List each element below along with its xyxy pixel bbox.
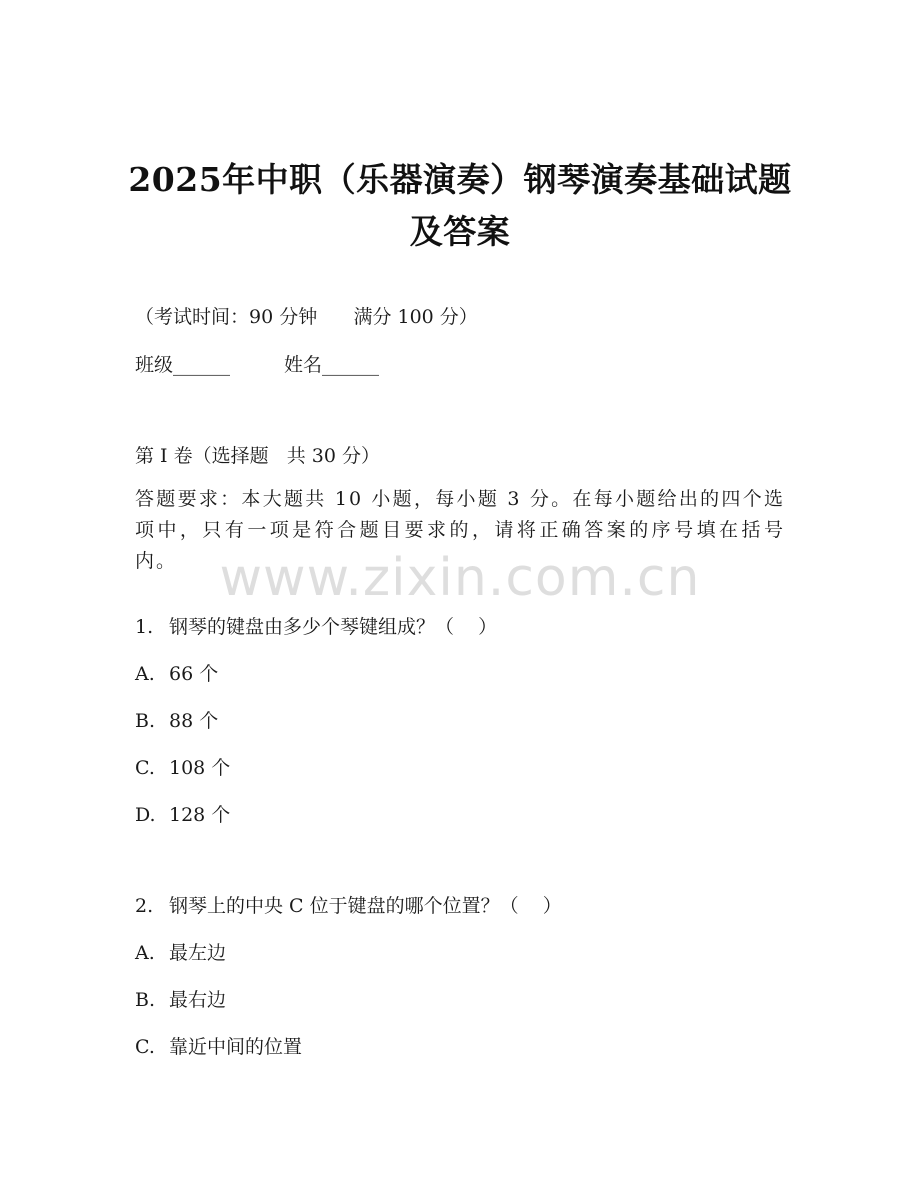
- option-letter: C.: [135, 757, 155, 779]
- question-1-option-d: [135, 800, 230, 827]
- question-2-option-a: [135, 938, 226, 965]
- question-2-option-c: [135, 1032, 302, 1059]
- document-title-line-1: 2025年中职（乐器演奏）钢琴演奏基础试题: [128, 160, 792, 199]
- question-1-option-c: [135, 753, 230, 780]
- option-letter: A.: [135, 942, 155, 964]
- question-1-option-a: [135, 659, 218, 686]
- watermark: www.zixin.com.cn: [219, 548, 701, 608]
- question-1: [135, 612, 497, 639]
- option-letter: C.: [135, 1036, 155, 1058]
- option-text: 128 个: [169, 804, 231, 826]
- question-1-option-b: [135, 706, 218, 733]
- class-field-label: 班级______: [135, 354, 231, 376]
- exam-info: （考试时间：90 分钟 满分 100 分）: [135, 306, 478, 328]
- option-text: 最右边: [169, 989, 227, 1011]
- option-text: 108 个: [169, 757, 231, 779]
- option-letter: A.: [135, 663, 155, 685]
- option-letter: D.: [135, 804, 156, 826]
- option-text: 最左边: [169, 942, 227, 964]
- student-info-row: [135, 350, 379, 377]
- question-number: 1.: [135, 616, 154, 638]
- option-letter: B.: [135, 710, 156, 732]
- question-text: 钢琴上的中央 C 位于键盘的哪个位置？（ ）: [169, 895, 562, 917]
- question-2: [135, 891, 562, 918]
- option-text: 88 个: [169, 710, 219, 732]
- section-title: 第 I 卷（选择题 共 30 分）: [135, 445, 380, 467]
- question-text: 钢琴的键盘由多少个琴键组成？（ ）: [169, 616, 498, 638]
- option-text: 66 个: [169, 663, 219, 685]
- question-number: 2.: [135, 895, 154, 917]
- instructions: 答题要求：本大题共 10 小题，每小题 3 分。在每小题给出的四个选项中，只有一项是符合题目要求的，请将正确答案的序号填在括号内。: [135, 488, 785, 572]
- document-title-line-2: 及答案: [409, 212, 511, 251]
- option-letter: B.: [135, 989, 156, 1011]
- question-2-option-b: [135, 985, 226, 1012]
- name-field-label: 姓名______: [284, 354, 380, 376]
- option-text: 靠近中间的位置: [169, 1036, 303, 1058]
